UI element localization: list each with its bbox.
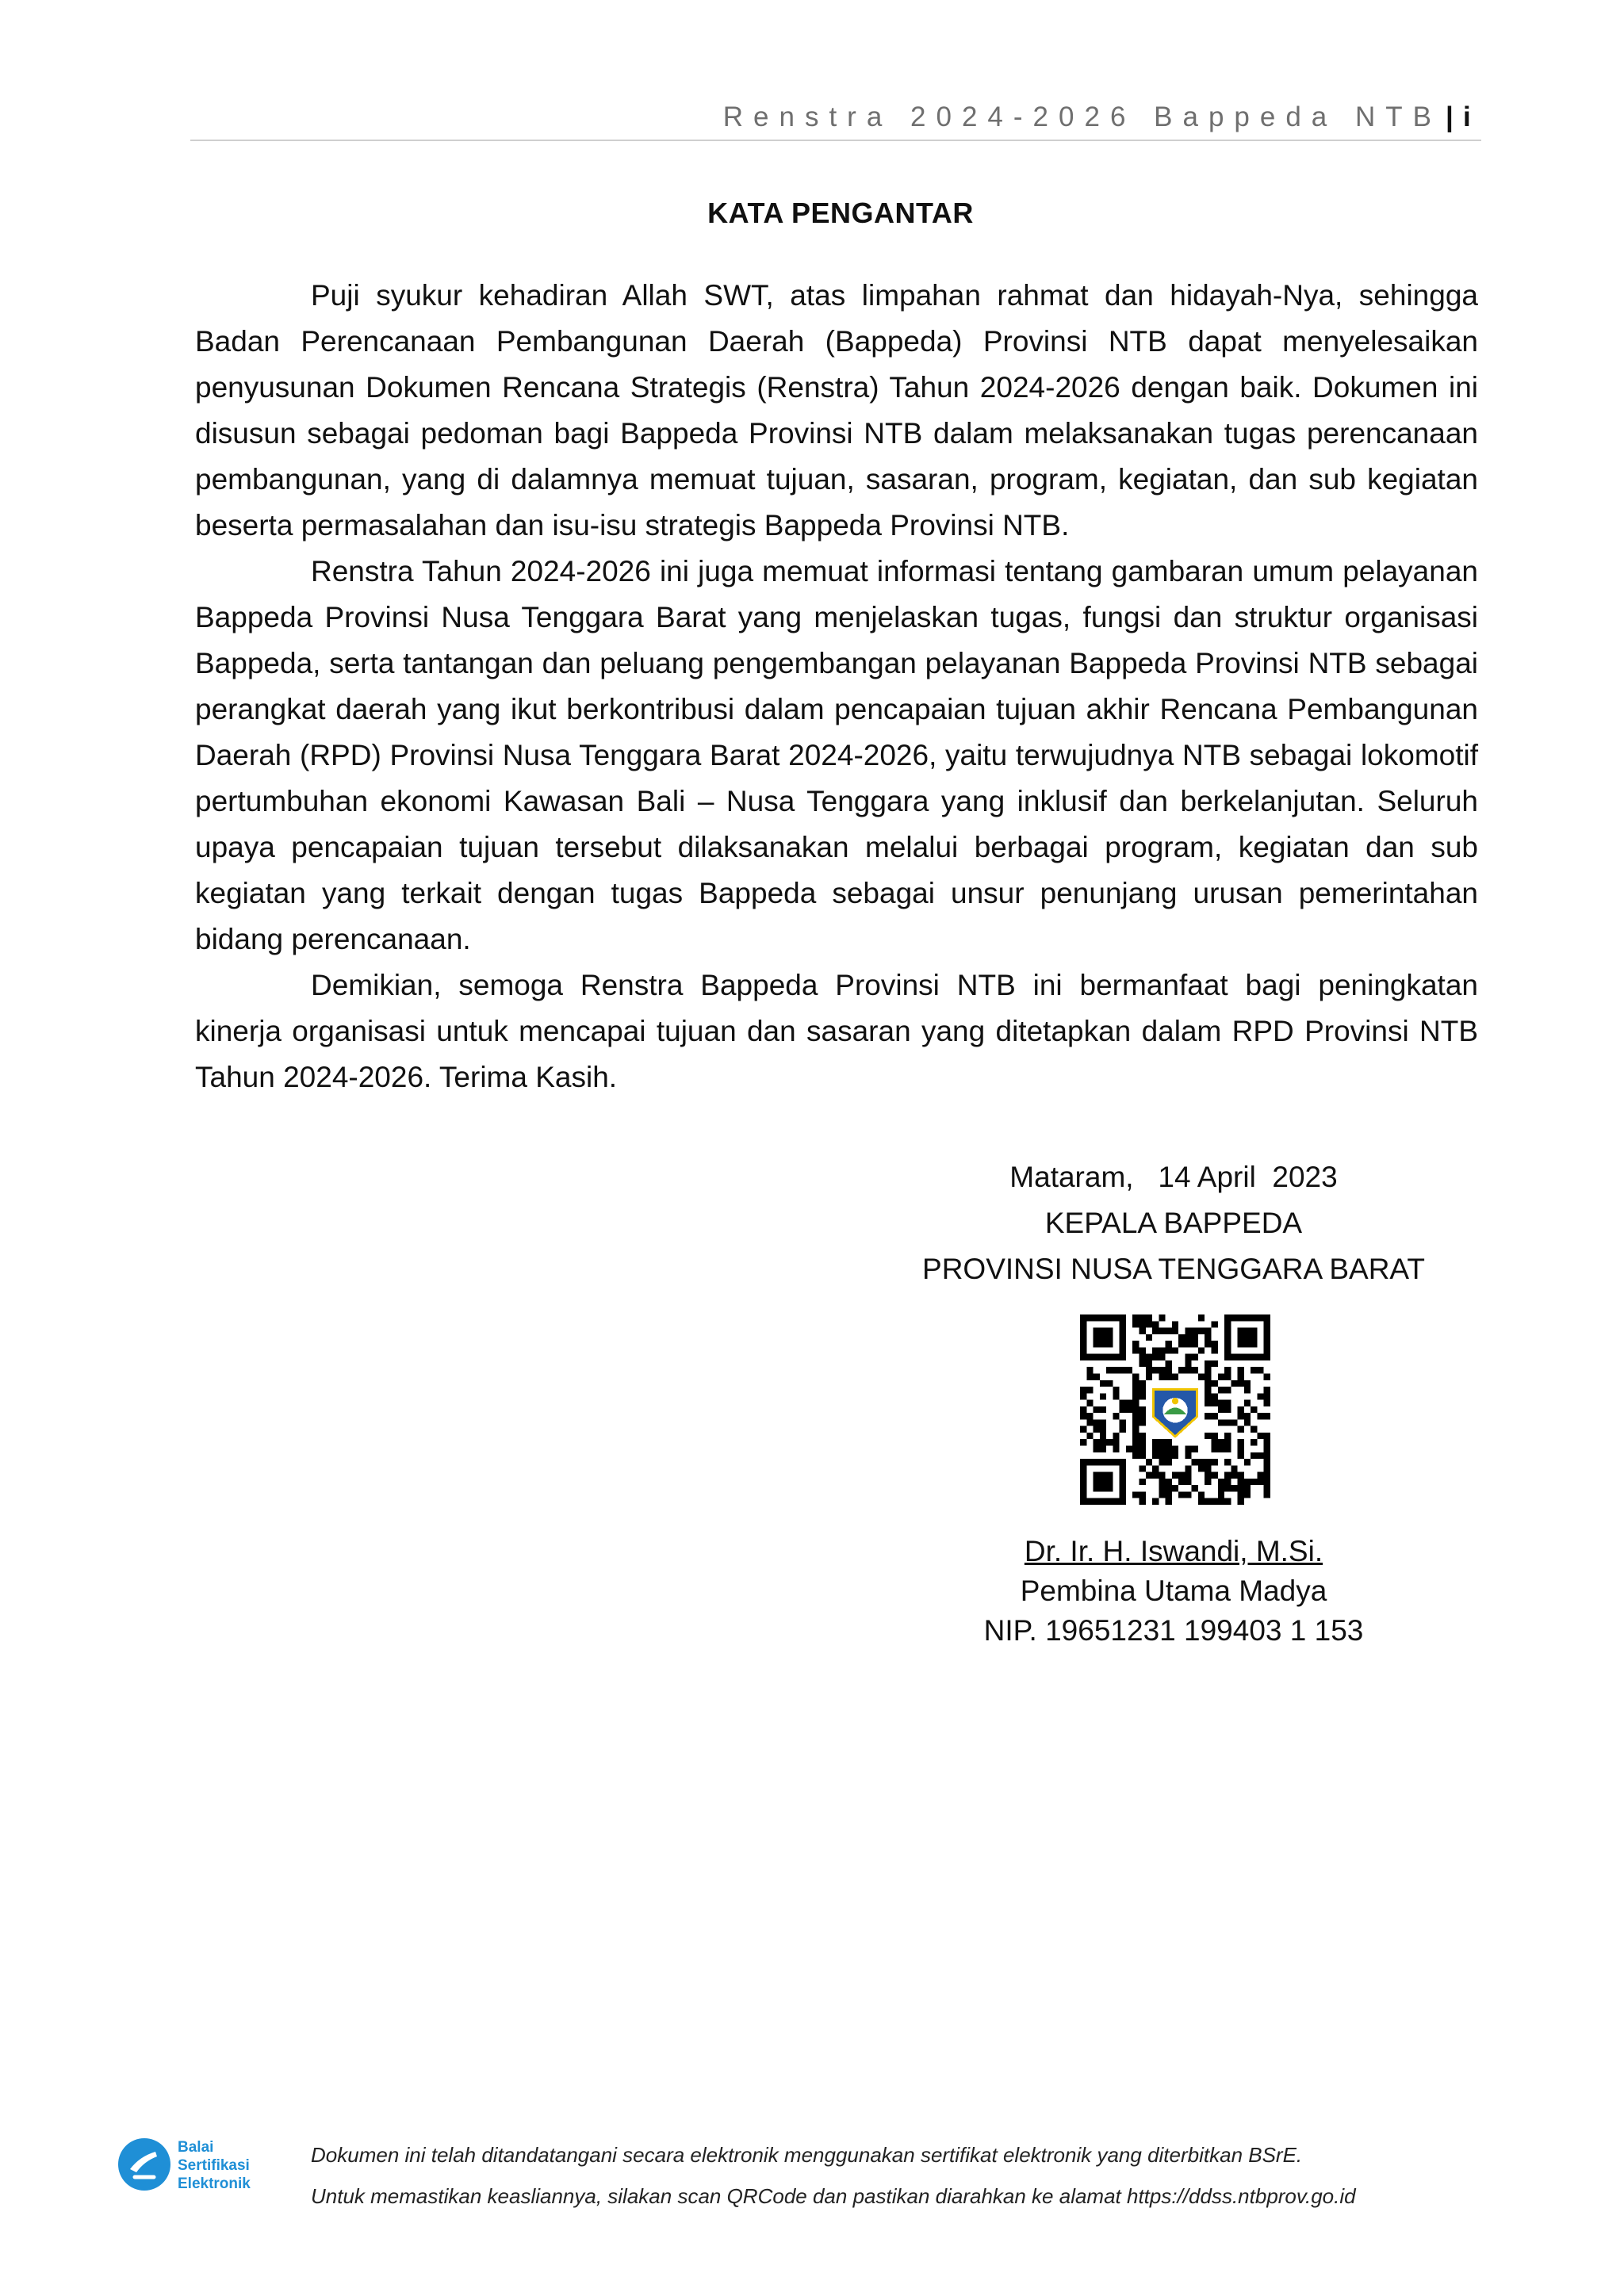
paragraph-2: Renstra Tahun 2024-2026 ini juga memuat informasi tentang gambaran umum pelayanan Bappeda Provinsi Nusa Tenggara Barat yang menjelaskan tugas, fungsi dan struktur organisasi Bappeda, serta tantangan dan peluang pengembangan pelayanan Bappeda Provinsi NTB sebagai perangkat daerah yang ikut berkontribusi dalam pencapaian tujuan akhir Rencana Pembangunan Daerah (RPD) Provinsi Nusa Tenggara Barat 2024-2026, yaitu terwujudnya NTB sebagai lokomotif pertumbuhan ekonomi Kawasan Bali – Nusa Tenggara yang inklusif dan berkelanjutan. Seluruh upaya pencapaian tujuan tersebut dilaksanakan melalui berbagai program, kegiatan dan sub kegiatan yang terkait dengan tugas Bappeda sebagai unsur penunjang urusan pemerintahan bidang perencanaan. [195,555,1478,955]
page-number: i [1463,101,1471,132]
page-title: KATA PENGANTAR [707,197,974,229]
place-date: Mataram, 14 April 2023 [1009,1161,1338,1193]
signature-header [872,1154,1475,1292]
signatory-name: Dr. Ir. H. Iswandi, M.Si. [1024,1535,1323,1567]
body-text [195,273,1478,1100]
qr-code-icon[interactable] [1080,1314,1270,1505]
signatory-block [872,1532,1475,1651]
footer-line-2: Untuk memastikan keasliannya, silakan scan QRCode dan pastikan diarahkan ke alamat https://ddss.ntbprov.go.id [311,2184,1356,2208]
bsre-logo-line-2: Sertifikasi [178,2157,250,2174]
header-separator: | [1446,101,1454,132]
ntb-emblem-icon [1149,1383,1201,1437]
paragraph-1: Puji syukur kehadiran Allah SWT, atas limpahan rahmat dan hidayah-Nya, sehingga Badan Perencanaan Pembangunan Daerah (Bappeda) Provinsi NTB dapat menyelesaikan penyusunan Dokumen Rencana Strategis (Renstra) Tahun 2024-2026 dengan baik. Dokumen ini disusun sebagai pedoman bagi Bappeda Provinsi NTB dalam melaksanakan tugas perencanaan pembangunan, yang di dalamnya memuat tujuan, sasaran, program, kegiatan, dan sub kegiatan beserta permasalahan dan isu-isu strategis Bappeda Provinsi NTB. [195,279,1478,541]
running-header: Renstra 2024-2026 Bappeda NTB [722,101,1442,132]
signatory-rank: Pembina Utama Madya [1020,1575,1327,1607]
bsre-logo-line-3: Elektronik [178,2175,251,2192]
signatory-nip: NIP. 19651231 199403 1 153 [983,1614,1364,1647]
bsre-logo-line-1: Balai [178,2139,214,2156]
footer-notice [311,2134,1356,2217]
bsre-logo-icon [116,2133,282,2196]
paragraph-3: Demikian, semoga Renstra Bappeda Provinsi NTB ini bermanfaat bagi peningkatan kinerja organisasi untuk mencapai tujuan dan sasaran yang ditetapkan dalam RPD Provinsi NTB Tahun 2024-2026. Terima Kasih. [195,969,1478,1093]
position-line-2: PROVINSI NUSA TENGGARA BARAT [922,1253,1425,1285]
footer-line-1: Dokumen ini telah ditandatangani secara elektronik menggunakan sertifikat elektronik yang diterbitkan BSrE. [311,2143,1303,2167]
header-rule [190,140,1481,141]
position-line-1: KEPALA BAPPEDA [1044,1207,1303,1239]
